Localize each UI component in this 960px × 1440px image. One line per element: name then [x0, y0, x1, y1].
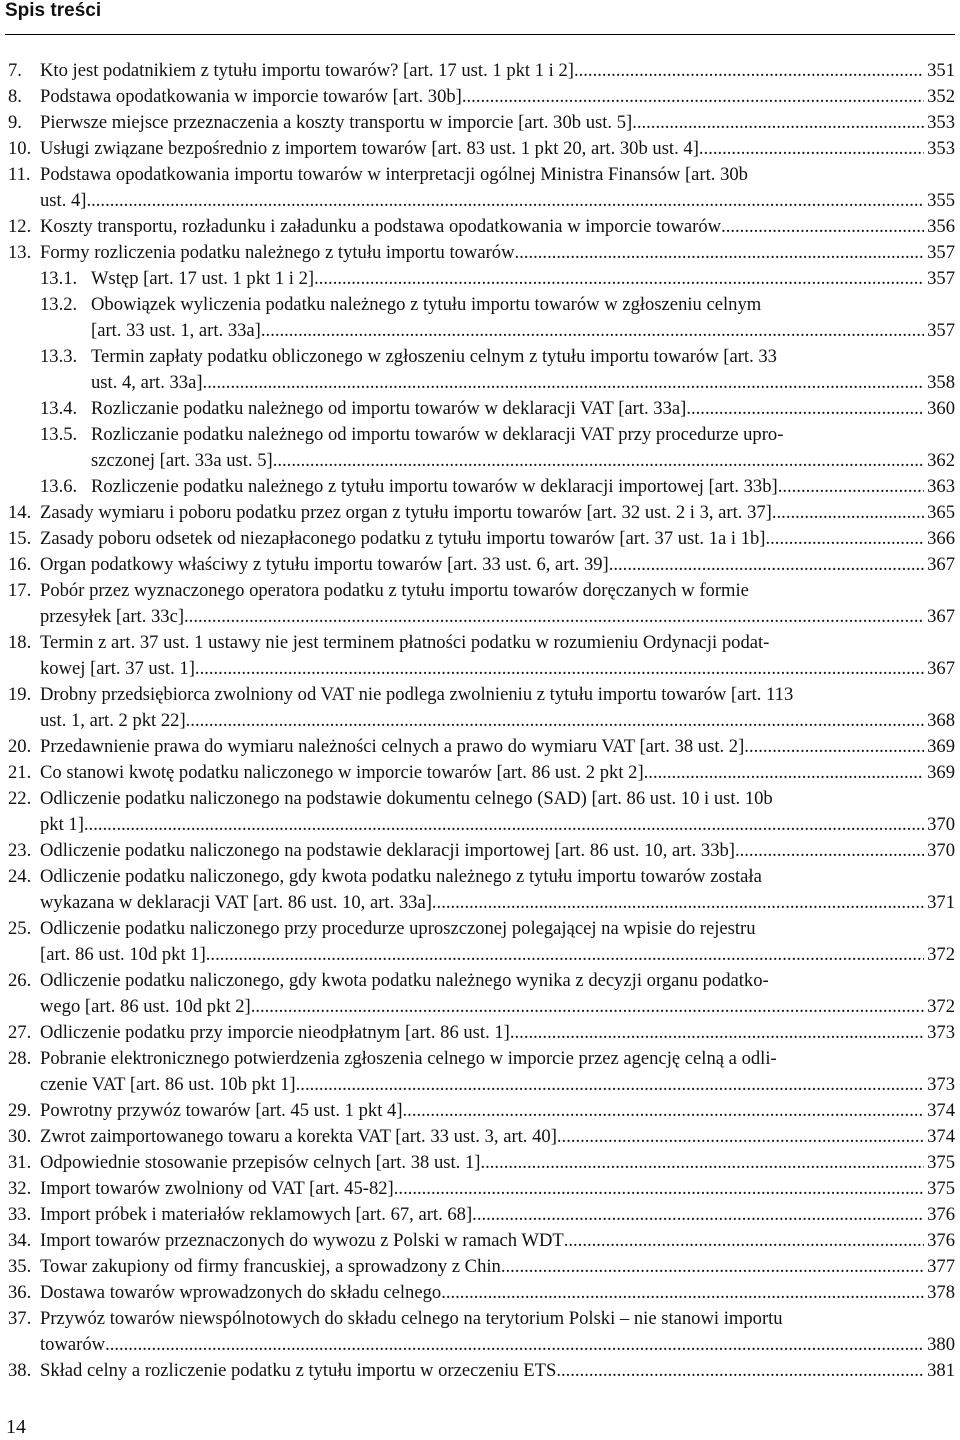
toc-entry-number: 13.1. — [40, 268, 78, 289]
toc-entry[interactable] — [0, 266, 960, 292]
dot-leader — [778, 474, 924, 500]
toc-entry-text: ust. 4] — [40, 190, 87, 211]
toc-entry-text: Kto jest podatnikiem z tytułu importu towarów? [art. 17 ust. 1 pkt 1 i 2] — [40, 60, 574, 81]
toc-entry-line — [91, 370, 924, 396]
toc-entry-text: Dostawa towarów wprowadzonych do składu celnego — [40, 1282, 442, 1303]
dot-leader — [195, 656, 924, 682]
toc-entry-title — [40, 1098, 924, 1124]
toc-entry-line: Rozliczanie podatku należnego od importu towarów w deklaracji VAT przy procedurze upro- — [91, 424, 784, 445]
toc-entry[interactable] — [0, 578, 960, 630]
toc-entry-line — [40, 214, 924, 240]
toc-entry-number: 17. — [8, 580, 32, 601]
toc-entry-number: 21. — [8, 762, 32, 783]
dot-leader — [472, 1202, 924, 1228]
toc-entry-page: 372 — [927, 996, 955, 1017]
toc-entry-line — [40, 552, 924, 578]
toc-entry[interactable] — [0, 396, 960, 422]
dot-leader — [772, 500, 924, 526]
toc-entry-number: 36. — [8, 1282, 32, 1303]
toc-entry-text: Formy rozliczenia podatku należnego z tytułu importu towarów — [40, 242, 515, 263]
toc-entry-text: ust. 4, art. 33a] — [91, 372, 203, 393]
toc-entry-page: 367 — [927, 554, 955, 575]
toc-entry-page: 355 — [927, 190, 955, 211]
toc-entry-line — [40, 526, 924, 552]
toc-entry-page: 353 — [927, 112, 955, 133]
toc-entry-page: 372 — [927, 944, 955, 965]
toc-entry-line — [40, 760, 924, 786]
toc-entry-title — [40, 1280, 924, 1306]
toc-entry-page: 376 — [927, 1204, 955, 1225]
toc-entry-line: Pobór przez wyznaczonego operatora podatku z tytułu importu towarów doręczanych w formie — [40, 580, 749, 601]
toc-entry-line — [40, 110, 924, 136]
toc-entry-number: 25. — [8, 918, 32, 939]
toc-entry-page: 357 — [927, 268, 955, 289]
dot-leader — [296, 1072, 924, 1098]
toc-entry-text: Przedawnienie prawa do wymiaru należności celnych a prawo do wymiaru VAT [art. 38 ust. 2] — [40, 736, 745, 757]
dot-leader — [203, 370, 924, 396]
toc-entry-line — [40, 1176, 924, 1202]
toc-entry[interactable] — [0, 1150, 960, 1176]
toc-entry-text: wego [art. 86 ust. 10d pkt 2] — [40, 996, 251, 1017]
toc-entry-title — [40, 1202, 924, 1228]
toc-entry-text: Wstęp [art. 17 ust. 1 pkt 1 i 2] — [91, 268, 315, 289]
dot-leader — [261, 318, 924, 344]
toc-entry-title — [91, 344, 924, 396]
toc-entry-title — [40, 682, 924, 734]
toc-entry-number: 11. — [8, 164, 31, 185]
dot-leader — [744, 734, 924, 760]
toc-entry-title — [91, 474, 924, 500]
toc-entry[interactable] — [0, 630, 960, 682]
toc-entry-title — [40, 838, 924, 864]
toc-entry-line: Drobny przedsiębiorca zwolniony od VAT nie podlega zwolnieniu z tytułu importu towarów [art. 113 — [40, 684, 794, 705]
toc-entry-line: Odliczenie podatku naliczonego na podstawie dokumentu celnego (SAD) [art. 86 ust. 10 i ust. 10b — [40, 788, 773, 809]
toc-entry[interactable] — [0, 916, 960, 968]
toc-entry-text: Koszty transportu, rozładunku i załadunku a podstawa opodatkowania w imporcie towarów — [40, 216, 722, 237]
toc-entry-page: 368 — [927, 710, 955, 731]
toc-entry-title — [91, 422, 924, 474]
toc-entry[interactable] — [0, 162, 960, 214]
toc-entry-number: 28. — [8, 1048, 32, 1069]
page-number: 14 — [6, 1416, 26, 1438]
toc-entry-page: 353 — [927, 138, 955, 159]
toc-entry[interactable] — [0, 1202, 960, 1228]
toc-entry-text: Podstawa opodatkowania w imporcie towarów [art. 30b] — [40, 86, 462, 107]
toc-entry-line: Odliczenie podatku naliczonego przy procedurze uproszczonej polegającej na wpisie do rejestru — [40, 918, 756, 939]
toc-entry-page: 377 — [927, 1256, 955, 1277]
toc-entry-number: 10. — [8, 138, 32, 159]
toc-entry-title — [40, 786, 924, 838]
dot-leader — [735, 838, 924, 864]
dot-leader — [557, 1124, 924, 1150]
toc-entry-number: 19. — [8, 684, 32, 705]
toc-entry-page: 370 — [927, 814, 955, 835]
toc-entry-title — [40, 968, 924, 1020]
toc-entry-text: [art. 33 ust. 1, art. 33a] — [91, 320, 261, 341]
dot-leader — [510, 1020, 924, 1046]
toc-entry-title — [40, 84, 924, 110]
toc-entry-title — [40, 58, 924, 84]
toc-entry-page: 357 — [927, 320, 955, 341]
toc-entry-page: 369 — [927, 736, 955, 757]
dot-leader — [273, 448, 924, 474]
dot-leader — [609, 552, 924, 578]
toc-entry-text: Import towarów zwolniony od VAT [art. 45-82] — [40, 1178, 394, 1199]
toc-entry-number: 30. — [8, 1126, 32, 1147]
toc-entry-number: 8. — [8, 86, 22, 107]
toc-entry-number: 22. — [8, 788, 32, 809]
dot-leader — [462, 84, 924, 110]
dot-leader — [574, 58, 924, 84]
toc-entry-page: 371 — [927, 892, 955, 913]
toc-entry-line — [91, 448, 924, 474]
toc-entry-text: Zwrot zaimportowanego towaru a korekta VAT [art. 33 ust. 3, art. 40] — [40, 1126, 557, 1147]
toc-entry[interactable] — [0, 110, 960, 136]
toc-entry-text: szczonej [art. 33a ust. 5] — [91, 450, 273, 471]
toc-entry[interactable] — [0, 1254, 960, 1280]
toc-entry-line — [40, 994, 924, 1020]
toc-entry-line — [40, 1072, 924, 1098]
dot-leader — [721, 214, 924, 240]
toc-entry-line — [40, 240, 924, 266]
toc-entry-text: towarów — [40, 1334, 106, 1355]
toc-entry-line: Obowiązek wyliczenia podatku należnego z tytułu importu towarów w zgłoszeniu celnym — [91, 294, 762, 315]
toc-entry-page: 356 — [927, 216, 955, 237]
toc-entry[interactable] — [0, 1124, 960, 1150]
toc-entry-line — [40, 1254, 924, 1280]
toc-entry-text: Powrotny przywóz towarów [art. 45 ust. 1 pkt 4] — [40, 1100, 403, 1121]
toc-entry-text: Towar zakupiony od firmy francuskiej, a sprowadzony z Chin — [40, 1256, 501, 1277]
toc-entry-title — [40, 526, 924, 552]
toc-entry-title — [40, 916, 924, 968]
toc-entry-title — [91, 292, 924, 344]
toc-entry-page: 374 — [927, 1126, 955, 1147]
toc-entry-title — [40, 1150, 924, 1176]
toc-entry-page: 367 — [927, 606, 955, 627]
toc-entry-page: 376 — [927, 1230, 955, 1251]
toc-entry-page: 358 — [927, 372, 955, 393]
toc-entry[interactable] — [0, 1306, 960, 1358]
toc-entry[interactable] — [0, 1098, 960, 1124]
dot-leader — [84, 812, 924, 838]
toc-entry-title — [40, 110, 924, 136]
dot-leader — [564, 1228, 924, 1254]
toc-entry-line — [40, 942, 924, 968]
toc-entry-number: 26. — [8, 970, 32, 991]
toc-entry-text: [art. 86 ust. 10d pkt 1] — [40, 944, 206, 965]
toc-entry-line — [40, 1358, 924, 1384]
dot-leader — [515, 240, 924, 266]
dot-leader — [403, 1098, 924, 1124]
toc-entry-title — [40, 630, 924, 682]
page-header — [5, 0, 955, 35]
toc-entry-number: 34. — [8, 1230, 32, 1251]
toc-entry[interactable] — [0, 292, 960, 344]
toc-entry[interactable] — [0, 84, 960, 110]
dot-leader — [556, 1358, 924, 1384]
toc-entry-page: 357 — [927, 242, 955, 263]
toc-entry-line — [40, 1332, 924, 1358]
toc-entry[interactable] — [0, 968, 960, 1020]
toc-entry-title — [91, 396, 924, 422]
toc-entry-title — [40, 162, 924, 214]
toc-entry-number: 27. — [8, 1022, 32, 1043]
toc-entry-text: Usługi związane bezpośrednio z importem towarów [art. 83 ust. 1 pkt 20, art. 30b ust. 4] — [40, 138, 699, 159]
toc-entry-title — [40, 734, 924, 760]
toc-entry[interactable] — [0, 682, 960, 734]
toc-entry-page: 370 — [927, 840, 955, 861]
toc-entry-line — [40, 1150, 924, 1176]
toc-entry-line: Pobranie elektronicznego potwierdzenia zgłoszenia celnego w imporcie przez agencję celną a odli- — [40, 1048, 777, 1069]
toc-entry-title — [40, 240, 924, 266]
toc-entry-line: Termin z art. 37 ust. 1 ustawy nie jest terminem płatności podatku w rozumieniu Ordynacji podat- — [40, 632, 770, 653]
toc-entry-number: 23. — [8, 840, 32, 861]
toc-entry-number: 38. — [8, 1360, 32, 1381]
toc-entry-line — [40, 708, 924, 734]
toc-entry-title — [40, 864, 924, 916]
toc-entry-number: 20. — [8, 736, 32, 757]
toc-entry-number: 35. — [8, 1256, 32, 1277]
toc-entry-page: 360 — [927, 398, 955, 419]
dot-leader — [766, 526, 925, 552]
toc-entry-line — [40, 1098, 924, 1124]
toc-entry-line — [91, 318, 924, 344]
toc-entry-text: Odpowiednie stosowanie przepisów celnych [art. 38 ust. 1] — [40, 1152, 481, 1173]
toc-entry-line — [40, 812, 924, 838]
toc-entry-text: ust. 1, art. 2 pkt 22] — [40, 710, 186, 731]
toc-entry-text: pkt 1] — [40, 814, 84, 835]
toc-entry-text: Co stanowi kwotę podatku naliczonego w imporcie towarów [art. 86 ust. 2 pkt 2] — [40, 762, 644, 783]
dot-leader — [480, 1150, 924, 1176]
toc-entry[interactable] — [0, 500, 960, 526]
toc-entry-title — [40, 1306, 924, 1358]
toc-entry-number: 13.4. — [40, 398, 78, 419]
dot-leader — [501, 1254, 924, 1280]
toc-entry-number: 29. — [8, 1100, 32, 1121]
toc-entry-page: 362 — [927, 450, 955, 471]
toc-entry-line — [40, 1124, 924, 1150]
toc-entry-number: 18. — [8, 632, 32, 653]
toc-entry-text: Zasady poboru odsetek od niezapłaconego podatku z tytułu importu towarów [art. 37 ust. 1a i 1b] — [40, 528, 766, 549]
toc-entry-title — [40, 136, 924, 162]
toc-entry-number: 31. — [8, 1152, 32, 1173]
toc-entry-number: 15. — [8, 528, 32, 549]
toc-entry-line — [40, 84, 924, 110]
toc-entry[interactable] — [0, 136, 960, 162]
toc-entry-line — [40, 188, 924, 214]
toc-entry[interactable] — [0, 1280, 960, 1306]
toc-entry[interactable] — [0, 1176, 960, 1202]
toc-entry-page: 380 — [927, 1334, 955, 1355]
toc-entry-title — [40, 1020, 924, 1046]
toc-entry-text: Import próbek i materiałów reklamowych [art. 67, art. 68] — [40, 1204, 473, 1225]
toc-entry-text: przesyłek [art. 33c] — [40, 606, 185, 627]
toc-entry[interactable] — [0, 1020, 960, 1046]
toc-entry-page: 366 — [927, 528, 955, 549]
toc-entry[interactable] — [0, 1228, 960, 1254]
toc-entry-line — [40, 656, 924, 682]
dot-leader — [394, 1176, 924, 1202]
toc-entry-title — [40, 1124, 924, 1150]
toc-entry-title — [40, 1046, 924, 1098]
toc-entry-page: 363 — [927, 476, 955, 497]
toc-entry-line — [40, 1202, 924, 1228]
toc-entry-title — [40, 214, 924, 240]
toc-entry[interactable] — [0, 344, 960, 396]
dot-leader — [314, 266, 924, 292]
table-of-contents — [0, 58, 960, 1384]
toc-entry-title — [91, 266, 924, 292]
toc-entry-number: 13.3. — [40, 346, 78, 367]
toc-entry-line: Przywóz towarów niewspólnotowych do składu celnego na terytorium Polski – nie stanowi importu — [40, 1308, 783, 1329]
dot-leader — [432, 890, 924, 916]
toc-entry-line — [40, 604, 924, 630]
toc-entry-title — [40, 578, 924, 630]
toc-entry-text: Odliczenie podatku naliczonego na podstawie deklaracji importowej [art. 86 ust. 10, art. 33b] — [40, 840, 735, 861]
dot-leader — [644, 760, 924, 786]
toc-entry-page: 375 — [927, 1178, 955, 1199]
toc-entry-number: 13. — [8, 242, 32, 263]
toc-entry-line — [91, 266, 924, 292]
toc-entry-number: 24. — [8, 866, 32, 887]
toc-entry-page: 369 — [927, 762, 955, 783]
dot-leader — [699, 136, 924, 162]
toc-entry-page: 378 — [927, 1282, 955, 1303]
toc-entry-title — [40, 1358, 924, 1384]
toc-entry[interactable] — [0, 1046, 960, 1098]
toc-entry-title — [40, 1176, 924, 1202]
toc-entry[interactable] — [0, 786, 960, 838]
toc-entry-text: Odliczenie podatku przy imporcie nieodpłatnym [art. 86 ust. 1] — [40, 1022, 510, 1043]
dot-leader — [251, 994, 924, 1020]
toc-entry-text: Rozliczanie podatku należnego od importu towarów w deklaracji VAT [art. 33a] — [91, 398, 687, 419]
toc-entry[interactable] — [0, 864, 960, 916]
toc-entry-line — [40, 1280, 924, 1306]
toc-entry-text: czenie VAT [art. 86 ust. 10b pkt 1] — [40, 1074, 296, 1095]
toc-entry[interactable] — [0, 58, 960, 84]
toc-entry-number: 13.6. — [40, 476, 78, 497]
toc-entry-number: 37. — [8, 1308, 32, 1329]
dot-leader — [186, 708, 924, 734]
toc-entry-title — [40, 500, 924, 526]
toc-entry[interactable] — [0, 760, 960, 786]
header-title: Spis treści — [5, 0, 102, 21]
toc-entry-number: 16. — [8, 554, 32, 575]
toc-entry-title — [40, 552, 924, 578]
toc-entry-text: Organ podatkowy właściwy z tytułu importu towarów [art. 33 ust. 6, art. 39] — [40, 554, 609, 575]
toc-entry-text: wykazana w deklaracji VAT [art. 86 ust. 10, art. 33a] — [40, 892, 432, 913]
toc-entry[interactable] — [0, 838, 960, 864]
toc-entry-number: 12. — [8, 216, 32, 237]
dot-leader — [105, 1332, 924, 1358]
toc-entry-line — [40, 890, 924, 916]
toc-entry-page: 375 — [927, 1152, 955, 1173]
toc-entry-line — [40, 1228, 924, 1254]
toc-entry-title — [40, 760, 924, 786]
toc-entry[interactable] — [0, 214, 960, 240]
toc-entry-text: Rozliczenie podatku należnego z tytułu importu towarów w deklaracji importowej [art. 33b] — [91, 476, 778, 497]
toc-entry-number: 14. — [8, 502, 32, 523]
toc-entry-line: Odliczenie podatku naliczonego, gdy kwota podatku należnego wynika z decyzji organu podatko- — [40, 970, 769, 991]
toc-entry-page: 374 — [927, 1100, 955, 1121]
toc-entry-line: Termin zapłaty podatku obliczonego w zgłoszeniu celnym z tytułu importu towarów [art. 33 — [91, 346, 777, 367]
toc-entry-title — [40, 1228, 924, 1254]
toc-entry-text: Pierwsze miejsce przeznaczenia a koszty transportu w imporcie [art. 30b ust. 5] — [40, 112, 633, 133]
toc-entry-line — [91, 474, 924, 500]
dot-leader — [86, 188, 924, 214]
toc-entry-number: 13.2. — [40, 294, 78, 315]
toc-entry-page: 351 — [927, 60, 955, 81]
dot-leader — [441, 1280, 924, 1306]
toc-entry[interactable] — [0, 526, 960, 552]
toc-entry-number: 32. — [8, 1178, 32, 1199]
toc-entry-page: 381 — [927, 1360, 955, 1381]
toc-entry[interactable] — [0, 1358, 960, 1384]
dot-leader — [206, 942, 924, 968]
toc-entry[interactable] — [0, 552, 960, 578]
toc-entry-text: Skład celny a rozliczenie podatku z tytułu importu w orzeczeniu ETS — [40, 1360, 557, 1381]
toc-entry-line — [40, 500, 924, 526]
toc-entry[interactable] — [0, 422, 960, 474]
dot-leader — [184, 604, 924, 630]
toc-entry-line — [40, 734, 924, 760]
toc-entry-line — [40, 838, 924, 864]
toc-entry-text: Import towarów przeznaczonych do wywozu z Polski w ramach WDT — [40, 1230, 564, 1251]
toc-entry-page: 352 — [927, 86, 955, 107]
toc-entry-page: 373 — [927, 1074, 955, 1095]
dot-leader — [632, 110, 924, 136]
toc-entry-page: 365 — [927, 502, 955, 523]
toc-entry-title — [40, 1254, 924, 1280]
toc-entry-line — [40, 1020, 924, 1046]
toc-entry[interactable] — [0, 734, 960, 760]
toc-entry-line — [40, 58, 924, 84]
toc-entry[interactable] — [0, 240, 960, 266]
toc-entry-number: 33. — [8, 1204, 32, 1225]
toc-entry[interactable] — [0, 474, 960, 500]
toc-entry-page: 373 — [927, 1022, 955, 1043]
toc-entry-number: 9. — [8, 112, 22, 133]
toc-entry-text: Zasady wymiaru i poboru podatku przez organ z tytułu importu towarów [art. 32 ust. 2 i 3, art. 37] — [40, 502, 772, 523]
toc-entry-line: Odliczenie podatku naliczonego, gdy kwota podatku należnego z tytułu importu towarów została — [40, 866, 762, 887]
dot-leader — [686, 396, 924, 422]
toc-entry-text: kowej [art. 37 ust. 1] — [40, 658, 195, 679]
toc-entry-line — [40, 136, 924, 162]
toc-entry-number: 13.5. — [40, 424, 78, 445]
toc-entry-number: 7. — [8, 60, 22, 81]
toc-entry-page: 367 — [927, 658, 955, 679]
toc-entry-line: Podstawa opodatkowania importu towarów w interpretacji ogólnej Ministra Finansów [art. 30b — [40, 164, 748, 185]
toc-entry-line — [91, 396, 924, 422]
